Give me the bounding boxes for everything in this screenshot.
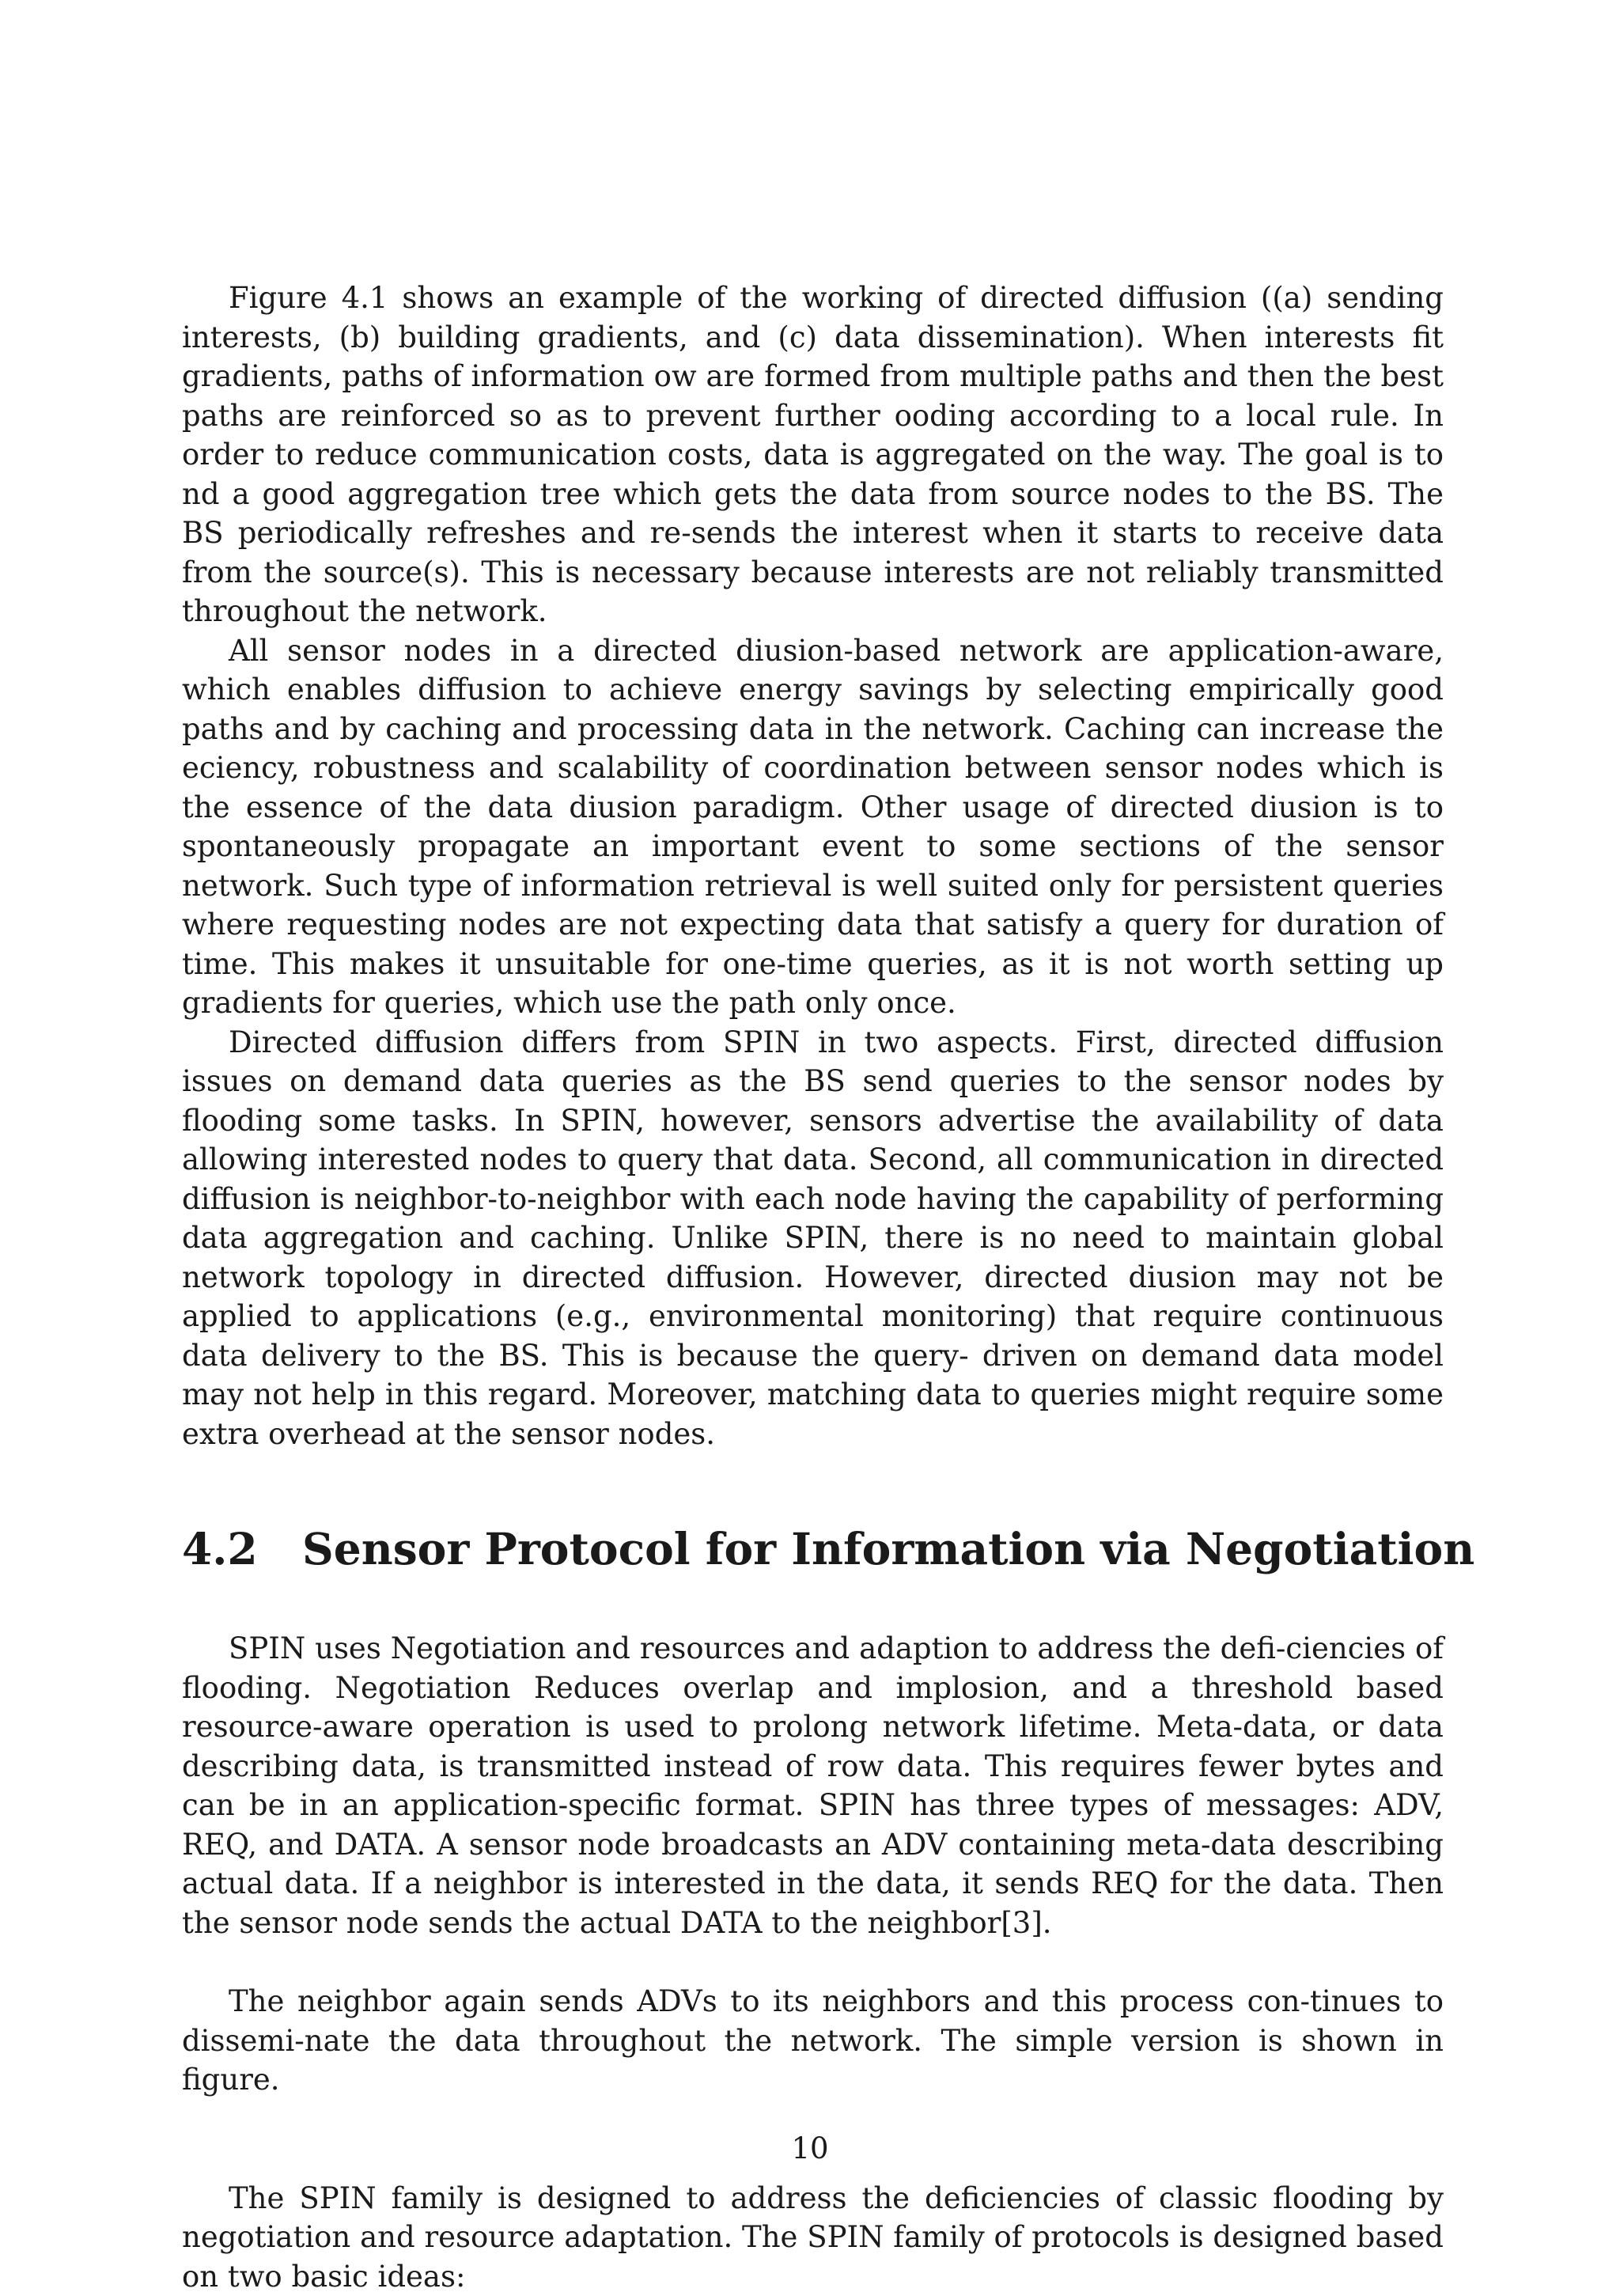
section-title: Sensor Protocol for Information via Negotiation (302, 1523, 1474, 1574)
page-body (182, 278, 1444, 2296)
paragraph-spacer (182, 1942, 1444, 1982)
paragraph-diffusion-vs-spin: Directed diffusion differs from SPIN in two aspects. First, directed diffusion issues on demand data queries as the BS send queries to the sensor nodes by flooding some tasks. In SPIN, however, sensors advertise the availability of data allowing interested nodes to query that data. Second, all communication in directed diffusion is neighbor-to-neighbor with each node having the capability of performing data aggregation and caching. Unlike SPIN, there is no need to maintain global network topology in directed diffusion. However, directed diusion may not be applied to applications (e.g., environmental monitoring) that require continuous data delivery to the BS. This is because the query- driven on demand data model may not help in this regard. Moreover, matching data to queries might require some extra overhead at the sensor nodes. (182, 1023, 1444, 1454)
page-number: 10 (0, 2131, 1620, 2166)
paragraph-spin-negotiation: SPIN uses Negotiation and resources and adaption to address the defi-ciencies of flooding. Negotiation Reduces overlap and implosion, and a threshold based resource-aware operation is used to prolong network lifetime. Meta-data, or data describing data, is transmitted instead of row data. This requires fewer bytes and can be in an application-specific format. SPIN has three types of messages: ADV, REQ, and DATA. A sensor node broadcasts an ADV containing meta-data describing actual data. If a neighbor is interested in the data, it sends REQ for the data. Then the sensor node sends the actual DATA to the neighbor[3]. (182, 1629, 1444, 1942)
paragraph-application-aware: All sensor nodes in a directed diusion-based network are application-aware, which enables diffusion to achieve energy savings by selecting empirically good paths and by caching and processing data in the network. Caching can increase the eciency, robustness and scalability of coordination between sensor nodes which is the essence of the data diusion paradigm. Other usage of directed diusion is to spontaneously propagate an important event to some sections of the sensor network. Such type of information retrieval is well suited only for persistent queries where requesting nodes are not expecting data that satisfy a query for duration of time. This makes it unsuitable for one-time queries, as it is not worth setting up gradients for queries, which use the path only once. (182, 631, 1444, 1023)
paragraph-directed-diffusion-example: Figure 4.1 shows an example of the working of directed diffusion ((a) sending interests, (b) building gradients, and (c) data dissemination). When interests fit gradients, paths of information ow are formed from multiple paths and then the best paths are reinforced so as to prevent further ooding according to a local rule. In order to reduce communication costs, data is aggregated on the way. The goal is to nd a good aggregation tree which gets the data from source nodes to the BS. The BS periodically refreshes and re-sends the interest when it starts to receive data from the source(s). This is necessary because interests are not reliably transmitted throughout the network. (182, 278, 1444, 631)
paragraph-spin-family: The SPIN family is designed to address the deficiencies of classic flooding by negotiation and resource adaptation. The SPIN family of protocols is designed based on two basic ideas: (182, 2179, 1444, 2296)
paragraph-spin-neighbor: The neighbor again sends ADVs to its neighbors and this process con-tinues to dissemi-nate the data throughout the network. The simple version is shown in figure. (182, 1982, 1444, 2100)
section-number: 4.2 (182, 1521, 302, 1577)
section-heading (182, 1521, 1444, 1577)
